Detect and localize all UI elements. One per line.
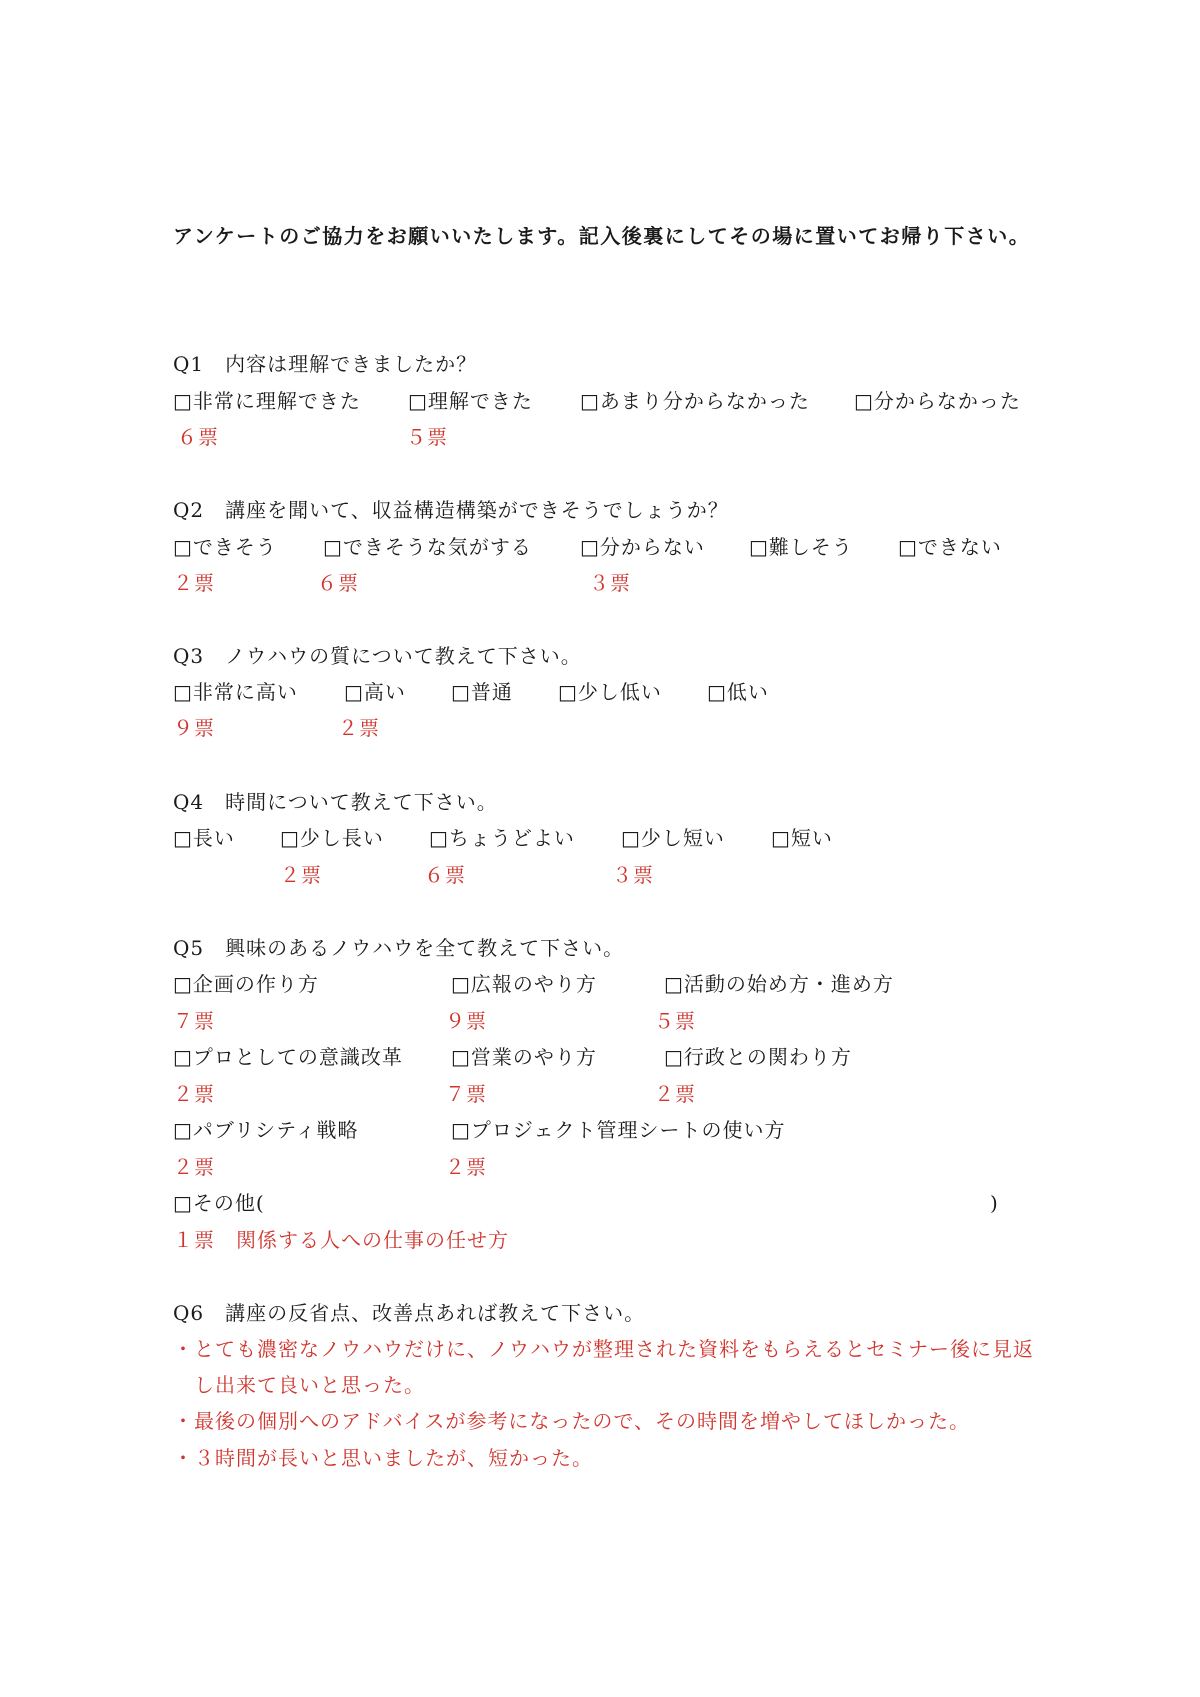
q5-option-planning[interactable]: □企画の作り方 bbox=[173, 972, 319, 996]
q3-vote-count: ２票 bbox=[338, 716, 380, 740]
q5-vote-count: ７票 bbox=[173, 1009, 215, 1033]
q5-option-project-sheet[interactable]: □プロジェクト管理シートの使い方 bbox=[451, 1118, 786, 1142]
q6-comment-line: ・とても濃密なノウハウだけに、ノウハウが整理された資料をもらえるとセミナー後に見返 bbox=[173, 1337, 1034, 1361]
q5-other-vote: １票 関係する人への仕事の任せ方 bbox=[173, 1228, 509, 1252]
q6-comment-line: ・最後の個別へのアドバイスが参考になったので、その時間を増やしてほしかった。 bbox=[173, 1409, 970, 1433]
q6-comment-line: し出来て良いと思った。 bbox=[173, 1373, 425, 1397]
q2-option-possible[interactable]: □できそう bbox=[173, 535, 277, 559]
q4-option-slightly-short[interactable]: □少し短い bbox=[621, 826, 725, 850]
q4-option-short[interactable]: □短い bbox=[771, 826, 833, 850]
q2-title: Q2 講座を聞いて、収益構造構築ができそうでしょうか？ bbox=[173, 498, 729, 522]
q3-option-very-high[interactable]: □非常に高い bbox=[173, 680, 298, 704]
q5-title: Q5 興味のあるノウハウを全て教えて下さい。 bbox=[173, 936, 625, 960]
q5-vote-count: ２票 bbox=[173, 1082, 215, 1106]
q2-vote-count: ３票 bbox=[589, 571, 631, 595]
q5-option-sales[interactable]: □営業のやり方 bbox=[451, 1045, 597, 1069]
q3-option-slightly-low[interactable]: □少し低い bbox=[558, 680, 662, 704]
q5-option-publicity[interactable]: □パブリシティ戦略 bbox=[173, 1118, 359, 1142]
q5-other-close-paren: ) bbox=[990, 1191, 999, 1215]
q5-vote-count: ５票 bbox=[654, 1009, 696, 1033]
q5-vote-count: ２票 bbox=[173, 1155, 215, 1179]
q2-option-difficult[interactable]: □難しそう bbox=[749, 535, 853, 559]
q4-title: Q4 時間について教えて下さい。 bbox=[173, 790, 498, 814]
q4-vote-count: ２票 bbox=[280, 863, 322, 887]
q3-vote-count: ９票 bbox=[173, 716, 215, 740]
q1-option-not-understood[interactable]: □分からなかった bbox=[854, 389, 1021, 413]
q2-vote-count: ６票 bbox=[317, 571, 359, 595]
q3-option-normal[interactable]: □普通 bbox=[451, 680, 513, 704]
q3-option-low[interactable]: □低い bbox=[707, 680, 769, 704]
q5-option-government[interactable]: □行政との関わり方 bbox=[664, 1045, 852, 1069]
q6-title: Q6 講座の反省点、改善点あれば教えて下さい。 bbox=[173, 1301, 646, 1325]
q4-option-long[interactable]: □長い bbox=[173, 826, 235, 850]
q4-vote-count: ６票 bbox=[424, 863, 466, 887]
q1-option-understood[interactable]: □理解できた bbox=[408, 389, 533, 413]
q5-option-pr[interactable]: □広報のやり方 bbox=[451, 972, 597, 996]
q5-vote-count: ７票 bbox=[445, 1082, 487, 1106]
q1-vote-count: ６票 bbox=[177, 425, 219, 449]
q5-option-activity[interactable]: □活動の始め方・進め方 bbox=[664, 972, 894, 996]
q4-vote-count: ３票 bbox=[612, 863, 654, 887]
q1-option-very-understood[interactable]: □非常に理解できた bbox=[173, 389, 361, 413]
q5-option-professional[interactable]: □プロとしての意識改革 bbox=[173, 1045, 403, 1069]
intro-text: アンケートのご協力をお願いいたします。記入後裏にしてその場に置いてお帰り下さい。 bbox=[173, 224, 1031, 248]
q3-title: Q3 ノウハウの質について教えて下さい。 bbox=[173, 644, 582, 668]
q6-comment-line: ・３時間が長いと思いましたが、短かった。 bbox=[173, 1446, 593, 1470]
q4-option-slightly-long[interactable]: □少し長い bbox=[280, 826, 384, 850]
q5-vote-count: ２票 bbox=[445, 1155, 487, 1179]
q2-option-feel-possible[interactable]: □できそうな気がする bbox=[323, 535, 532, 559]
q4-option-just-right[interactable]: □ちょうどよい bbox=[429, 826, 575, 850]
q5-option-other[interactable]: □その他( bbox=[173, 1191, 265, 1215]
q1-option-not-much[interactable]: □あまり分からなかった bbox=[580, 389, 810, 413]
q1-vote-count: ５票 bbox=[406, 425, 448, 449]
q1-title: Q1 内容は理解できましたか？ bbox=[173, 352, 478, 376]
q2-vote-count: ２票 bbox=[173, 571, 215, 595]
q2-option-unknown[interactable]: □分からない bbox=[580, 535, 705, 559]
q5-vote-count: ９票 bbox=[445, 1009, 487, 1033]
q5-vote-count: ２票 bbox=[654, 1082, 696, 1106]
q3-option-high[interactable]: □高い bbox=[344, 680, 406, 704]
q2-option-impossible[interactable]: □できない bbox=[898, 535, 1002, 559]
